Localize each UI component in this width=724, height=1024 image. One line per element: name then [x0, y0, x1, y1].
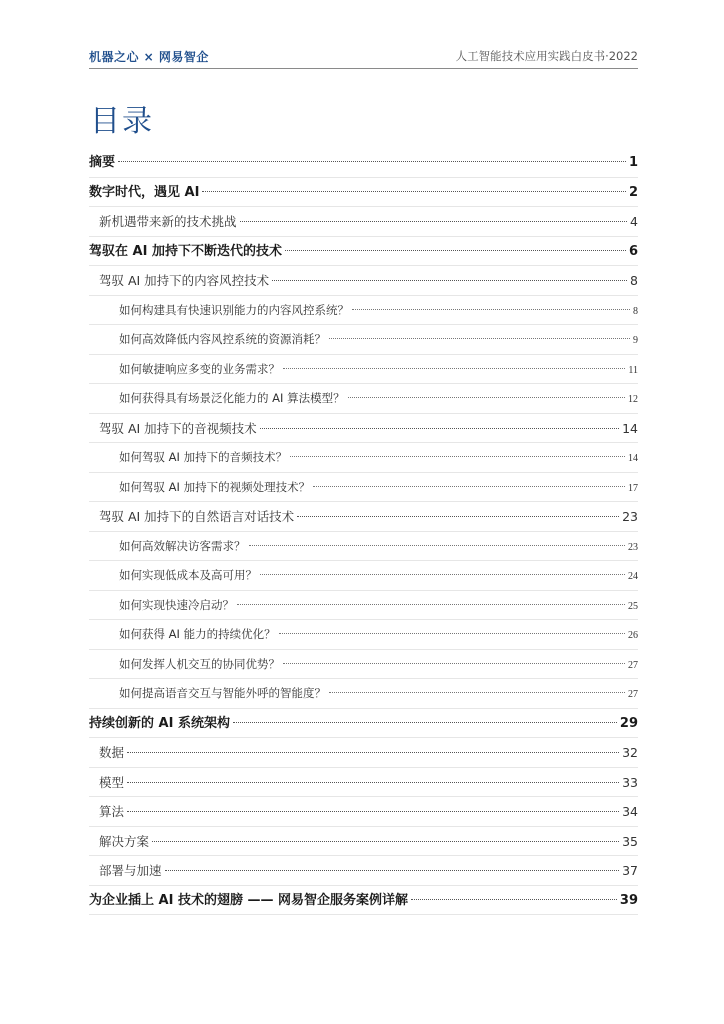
- page-header: [89, 46, 638, 69]
- toc-entry-title: 如何获得具有场景泛化能力的 AI 算法模型？: [119, 391, 345, 405]
- toc-entry-page-number: 14: [628, 453, 638, 464]
- toc-dot-leader: [127, 752, 619, 753]
- toc-entry[interactable]: [89, 827, 638, 857]
- toc-entry-page-number: 9: [633, 335, 638, 346]
- toc-dot-leader: [202, 191, 626, 192]
- toc-entry-title: 算法: [99, 804, 125, 819]
- toc-dot-leader: [127, 782, 619, 783]
- toc-entry-page-number: 23: [622, 509, 638, 524]
- toc-entry[interactable]: [89, 384, 638, 414]
- toc-entry-title: 如何敏捷响应多变的业务需求？: [119, 361, 280, 376]
- table-of-contents: [89, 148, 638, 915]
- toc-entry-page-number: 4: [630, 214, 638, 229]
- toc-dot-leader: [233, 722, 617, 723]
- toc-entry-page-number: 1: [628, 155, 638, 170]
- toc-entry[interactable]: [89, 532, 638, 562]
- toc-entry-title: 数据: [99, 745, 125, 760]
- toc-entry[interactable]: [89, 148, 638, 178]
- toc-entry-title: 为企业插上 AI 技术的翅膀 —— 网易智企服务案例详解: [89, 892, 409, 908]
- toc-dot-leader: [348, 397, 625, 398]
- toc-entry-title: 如何高效降低内容风控系统的资源消耗？: [119, 332, 326, 346]
- toc-entry-page-number: 8: [630, 273, 638, 288]
- toc-entry[interactable]: [89, 856, 638, 886]
- toc-entry-title: 驾驭 AI 加持下的自然语言对话技术: [99, 509, 295, 524]
- toc-dot-leader: [240, 221, 628, 222]
- toc-dot-leader: [279, 633, 625, 634]
- toc-dot-leader: [127, 811, 619, 812]
- toc-dot-leader: [313, 486, 625, 487]
- toc-entry-page-number: 8: [633, 305, 638, 317]
- toc-entry[interactable]: [89, 325, 638, 355]
- toc-entry-title: 如何获得 AI 能力的持续优化？: [119, 627, 276, 641]
- toc-entry-page-number: 24: [628, 571, 638, 582]
- toc-dot-leader: [329, 692, 625, 693]
- toc-entry[interactable]: [89, 797, 638, 827]
- toc-entry[interactable]: [89, 738, 638, 768]
- toc-dot-leader: [118, 161, 626, 162]
- toc-entry-page-number: 37: [622, 863, 638, 878]
- toc-entry[interactable]: [89, 473, 638, 503]
- toc-entry-page-number: 6: [628, 243, 638, 259]
- toc-entry-page-number: 25: [628, 600, 638, 612]
- toc-entry-page-number: 34: [622, 804, 638, 819]
- toc-entry-title: 模型: [99, 774, 125, 790]
- toc-entry-title: 持续创新的 AI 系统架构: [89, 715, 230, 731]
- toc-entry-title: 如何驾驭 AI 加持下的视频处理技术？: [119, 479, 311, 494]
- toc-entry[interactable]: [89, 178, 638, 208]
- toc-entry[interactable]: [89, 502, 638, 532]
- toc-entry-page-number: 14: [622, 420, 638, 436]
- toc-entry-title: 如何提高语音交互与智能外呼的智能度？: [119, 686, 326, 700]
- toc-entry-page-number: 27: [628, 659, 638, 671]
- toc-entry-page-number: 29: [619, 715, 638, 731]
- toc-entry[interactable]: [89, 591, 638, 621]
- toc-entry-page-number: 17: [628, 482, 638, 494]
- toc-dot-leader: [237, 604, 625, 605]
- toc-entry[interactable]: [89, 561, 638, 591]
- toc-entry[interactable]: [89, 414, 638, 444]
- brand-label: 机器之心 × 网易智企: [89, 50, 209, 64]
- toc-entry-page-number: 39: [619, 892, 638, 908]
- toc-dot-leader: [411, 899, 617, 900]
- toc-entry-page-number: 26: [628, 630, 638, 641]
- toc-dot-leader: [152, 841, 619, 842]
- toc-entry-page-number: 2: [628, 184, 638, 200]
- toc-dot-leader: [249, 545, 626, 546]
- toc-entry[interactable]: [89, 768, 638, 798]
- toc-entry-page-number: 11: [628, 364, 638, 376]
- toc-entry-page-number: 27: [628, 689, 638, 700]
- toc-dot-leader: [272, 280, 627, 281]
- toc-entry[interactable]: [89, 709, 638, 739]
- toc-entry[interactable]: [89, 886, 638, 916]
- toc-entry-title: 摘要: [89, 155, 116, 170]
- toc-dot-leader: [165, 870, 620, 871]
- toc-entry[interactable]: [89, 207, 638, 237]
- toc-entry-page-number: 12: [628, 394, 638, 405]
- document-title: 人工智能技术应用实践白皮书·2022: [455, 49, 638, 63]
- toc-entry[interactable]: [89, 620, 638, 650]
- toc-entry-title: 如何发挥人机交互的协同优势？: [119, 656, 280, 671]
- toc-entry-title: 驾驭 AI 加持下的内容风控技术: [99, 273, 270, 288]
- toc-heading: 目录: [90, 104, 154, 139]
- toc-dot-leader: [352, 309, 630, 310]
- toc-entry-title: 新机遇带来新的技术挑战: [99, 214, 237, 229]
- toc-dot-leader: [290, 456, 625, 457]
- toc-entry-title: 驾驭 AI 加持下的音视频技术: [99, 420, 257, 436]
- toc-entry[interactable]: [89, 679, 638, 709]
- toc-dot-leader: [297, 516, 619, 517]
- toc-entry[interactable]: [89, 650, 638, 680]
- toc-entry[interactable]: [89, 237, 638, 267]
- toc-dot-leader: [260, 574, 625, 575]
- toc-entry[interactable]: [89, 443, 638, 473]
- toc-entry-page-number: 23: [628, 541, 638, 553]
- toc-entry-page-number: 35: [622, 833, 638, 849]
- toc-dot-leader: [283, 368, 625, 369]
- toc-entry-title: 如何驾驭 AI 加持下的音频技术？: [119, 450, 288, 464]
- toc-entry-title: 解决方案: [99, 833, 150, 849]
- toc-entry-title: 如何实现低成本及高可用？: [119, 568, 257, 582]
- toc-entry-title: 驾驭在 AI 加持下不断迭代的技术: [89, 243, 282, 259]
- toc-entry-title: 数字时代，遇见 AI: [89, 184, 200, 200]
- toc-entry-page-number: 33: [622, 774, 638, 790]
- toc-entry[interactable]: [89, 355, 638, 385]
- toc-entry[interactable]: [89, 296, 638, 326]
- toc-dot-leader: [285, 250, 626, 251]
- toc-entry-title: 如何实现快速冷启动？: [119, 597, 234, 612]
- toc-entry[interactable]: [89, 266, 638, 296]
- toc-dot-leader: [329, 338, 630, 339]
- toc-entry-title: 如何高效解决访客需求？: [119, 538, 246, 553]
- toc-entry-page-number: 32: [622, 745, 638, 760]
- toc-entry-title: 部署与加速: [99, 863, 162, 878]
- toc-entry-title: 如何构建具有快速识别能力的内容风控系统？: [119, 302, 349, 317]
- toc-dot-leader: [283, 663, 625, 664]
- toc-dot-leader: [260, 428, 619, 429]
